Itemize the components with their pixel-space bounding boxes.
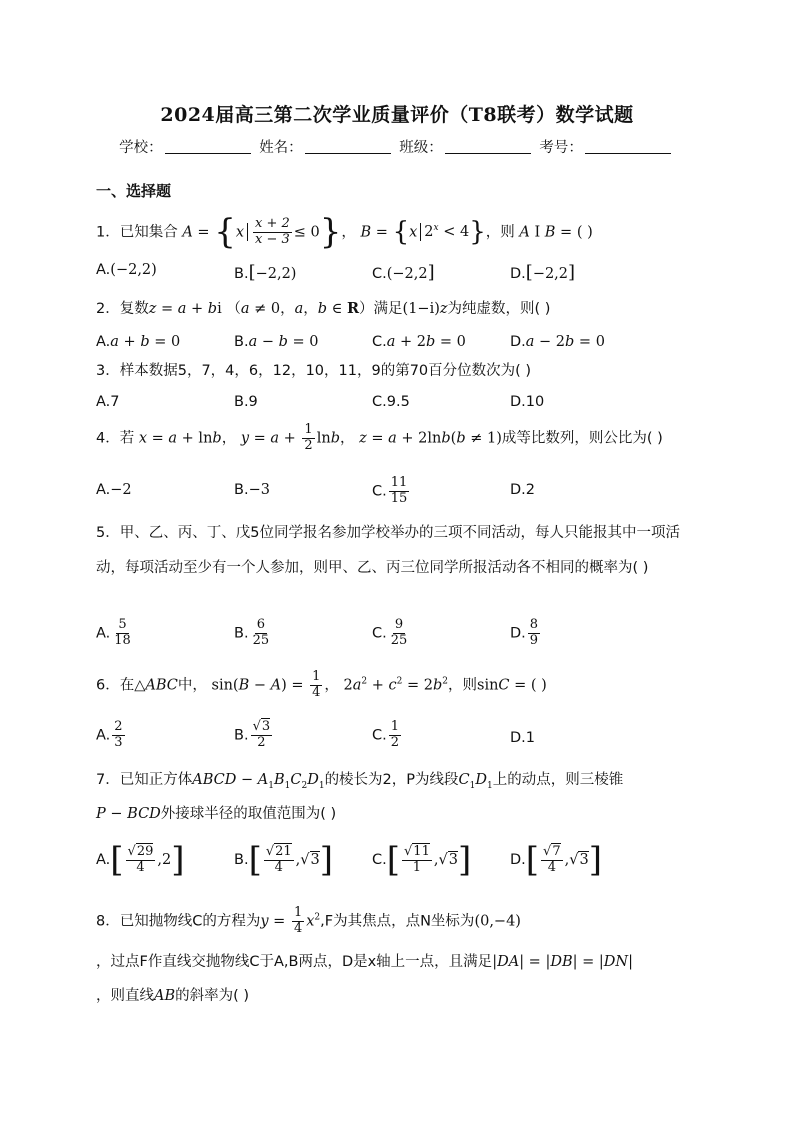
question-7-options <box>96 840 716 880</box>
name-blank[interactable] <box>305 153 391 154</box>
school-blank[interactable] <box>165 153 251 154</box>
question-7-line2: P − BCD外接球半径的取值范围为( ) <box>96 806 337 822</box>
option-a[interactable]: A.[ $\frac{√29}{4}$ ,2] <box>96 840 185 880</box>
student-info-line <box>0 136 794 157</box>
option-a[interactable]: A.(−2,2) <box>96 262 157 278</box>
question-3-options <box>96 394 716 424</box>
class-label: 班级： <box>399 140 443 156</box>
section-heading: 一、选择题 <box>96 182 172 200</box>
option-c[interactable]: C.a + 2b = 0 <box>372 334 466 350</box>
question-2: 2．复数z = a + bi （a ≠ 0，a，b ∈ R）满足(1−i)z为纯虚数，则( ) <box>96 300 551 317</box>
question-3: 3．样本数据5，7，4，6，12，10，11，9的第70百分位数次为( ) <box>96 363 532 379</box>
option-b[interactable]: B.[ $\frac{√21}{4}$ ,√3] <box>234 840 334 880</box>
option-d[interactable]: D.[−2,2] <box>510 262 576 283</box>
school-label: 学校： <box>119 140 163 156</box>
question-7: 7．已知正方体ABCD − $A_1B_1C_2D_1$的棱长为2，P为线段$C_1D_1$上的动点，则三棱锥 <box>96 772 624 791</box>
question-8-line3: ，则直线AB的斜率为( ) <box>96 988 250 1004</box>
option-d[interactable]: D.10 <box>510 394 545 410</box>
exam-number-blank[interactable] <box>585 153 671 154</box>
option-d[interactable]: D. $\frac{8}{9}$ <box>510 617 539 648</box>
question-2-options <box>96 334 716 364</box>
option-b[interactable]: B.a − b = 0 <box>234 334 319 350</box>
option-c[interactable]: C. $\frac{9}{25}$ <box>372 617 408 648</box>
question-number: 1． <box>96 224 120 241</box>
question-8: 8．已知抛物线C的方程为y = $\frac{1}{4}$ $x^2,F$为其焦点，点N坐标为(0,−4) <box>96 905 521 936</box>
option-b[interactable]: B.9 <box>234 394 258 410</box>
option-a[interactable]: A.7 <box>96 394 120 410</box>
option-d[interactable]: D.1 <box>510 730 535 746</box>
option-a[interactable]: A. $\frac{2}{3}$ <box>96 719 123 750</box>
option-d[interactable]: D.a − 2b = 0 <box>510 334 605 350</box>
question-1-options <box>96 262 716 292</box>
option-a[interactable]: A.a + b = 0 <box>96 334 181 350</box>
question-5-options <box>96 618 716 648</box>
question-6-options <box>96 720 716 750</box>
exam-number-label: 考号： <box>539 140 583 156</box>
question-6: 6．在△ABC中， sin(B − A) = $\frac{1}{4}$ ， $2a^2 + c^2 = 2b^2$，则sinC = ( ) <box>96 669 547 700</box>
name-label: 姓名： <box>259 140 303 156</box>
question-5: 5．甲、乙、丙、丁、戊5位同学报名参加学校举办的三项不同活动，每人只能报其中一项活动，每项活动至少有一个人参加，则甲、乙、丙三位同学所报活动各不相同的概率为( ) <box>96 525 680 576</box>
option-d[interactable]: D.2 <box>510 482 535 498</box>
question-text: 已知集合 <box>119 224 178 241</box>
exam-title: 2024届高三第二次学业质量评价（T8联考）数学试题 <box>160 104 634 126</box>
option-b[interactable]: B.−3 <box>234 482 270 498</box>
question-text: ，则 <box>485 224 515 241</box>
option-d[interactable]: D.[ $\frac{√7}{4}$ ,√3] <box>510 840 602 880</box>
question-8-line2: ，过点F作直线交抛物线C于A,B两点，D是x轴上一点，且满足|DA| = |DB| = |DN| <box>96 954 633 970</box>
option-b[interactable]: B. $\frac{√3}{2}$ <box>234 719 271 750</box>
option-c[interactable]: C. $\frac{1}{2}$ <box>372 719 400 750</box>
option-b[interactable]: B. $\frac{6}{25}$ <box>234 617 270 648</box>
option-a[interactable]: A. $\frac{5}{18}$ <box>96 617 131 648</box>
question-1: 1．已知集合 A = {x $\frac{x + 2}{x - 3}$ ≤ 0}， B = {x $2^x < 4$}，则 A I B = ( ) <box>96 212 593 252</box>
option-c[interactable]: C. $\frac{11}{15}$ <box>372 475 408 506</box>
option-b[interactable]: B.[−2,2) <box>234 262 297 283</box>
question-4: 4．若 x = a + lnb， y = a + $\frac{1}{2}$ lnb， z = a + 2lnb(b ≠ 1)成等比数列，则公比为( ) <box>96 422 663 453</box>
option-a[interactable]: A.−2 <box>96 482 132 498</box>
class-blank[interactable] <box>445 153 531 154</box>
question-4-options <box>96 476 716 506</box>
option-c[interactable]: C.9.5 <box>372 394 410 410</box>
option-c[interactable]: C.(−2,2] <box>372 262 435 283</box>
option-c[interactable]: C.[ $\frac{√11}{1}$ ,√3] <box>372 840 472 880</box>
